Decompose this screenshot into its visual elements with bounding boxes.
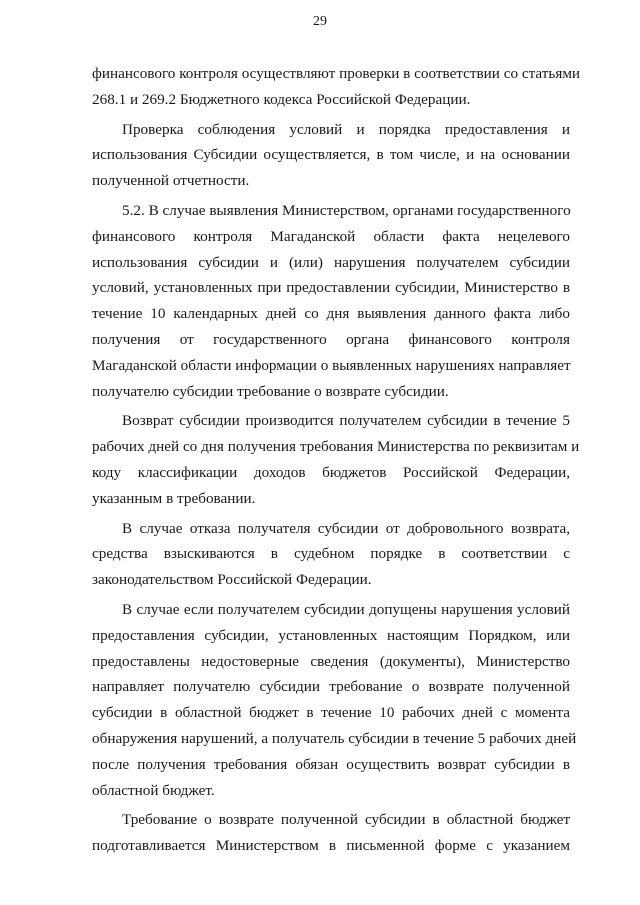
text-line: условий, установленных при предоставлении субсидии, Министерство в (92, 279, 570, 297)
paragraph (92, 516, 570, 593)
text-line: финансового контроля Магаданской области факта нецелевого (92, 227, 570, 245)
paragraph (92, 117, 570, 194)
paragraph (92, 597, 577, 803)
text-line: направляет получателю субсидии требование о возврате полученной (92, 678, 570, 696)
text-line: использования Субсидии осуществляется, в том числе, и на основании (92, 146, 570, 164)
paragraph (92, 61, 581, 113)
text-line: 268.1 и 269.2 Бюджетного кодекса Российской Федерации. (92, 90, 471, 108)
text-line: предоставления субсидии, установленных настоящим Порядком, или (92, 626, 570, 644)
text-line: использования субсидии и (или) нарушения получателем субсидии (92, 253, 570, 271)
text-line: В случае отказа получателя субсидии от добровольного возврата, (122, 519, 570, 537)
text-line: Возврат субсидии производится получателем субсидии в течение 5 (122, 412, 570, 430)
text-line: получения от государственного органа финансового контроля (92, 330, 570, 348)
text-line: областной бюджет. (92, 781, 215, 799)
text-line: субсидии в областной бюджет в течение 10 рабочих дней с момента (92, 704, 570, 722)
paragraph (92, 198, 570, 404)
text-line: обнаружения нарушений, а получатель субсидии в течение 5 рабочих дней (92, 729, 577, 747)
text-line: Требование о возврате полученной субсидии в областной бюджет (122, 811, 570, 829)
text-line: коду классификации доходов бюджетов Российской Федерации, (92, 463, 570, 481)
text-line: после получения требования обязан осуществить возврат субсидии в (92, 755, 570, 773)
text-line: 5.2. В случае выявления Министерством, органами государственного (122, 201, 571, 219)
text-line: предоставлены недостоверные сведения (документы), Министерство (92, 652, 570, 670)
text-line: получателю субсидии требование о возврате субсидии. (92, 382, 449, 400)
page-number: 29 (313, 14, 327, 29)
text-line: Магаданской области информации о выявленных нарушениях направляет (92, 356, 571, 374)
text-line: финансового контроля осуществляют проверки в соответствии со статьями (92, 65, 581, 82)
text-line: течение 10 календарных дней со дня выявления данного факта либо (92, 305, 570, 323)
text-line: Проверка соблюдения условий и порядка предоставления и (122, 120, 570, 138)
text-line: указанным в требовании. (92, 489, 256, 507)
text-line: полученной отчетности. (92, 172, 250, 190)
text-line: В случае если получателем субсидии допущены нарушения условий (122, 600, 570, 618)
text-line: средства взыскиваются в судебном порядке в соответствии с (92, 545, 570, 563)
text-line: рабочих дней со дня получения требования Министерства по реквизитам и (92, 438, 580, 456)
paragraph (92, 807, 570, 859)
paragraph (92, 408, 580, 511)
text-line: подготавливается Министерством в письменной форме с указанием (92, 837, 570, 855)
document-body (92, 61, 581, 859)
text-line: законодательством Российской Федерации. (92, 571, 372, 589)
